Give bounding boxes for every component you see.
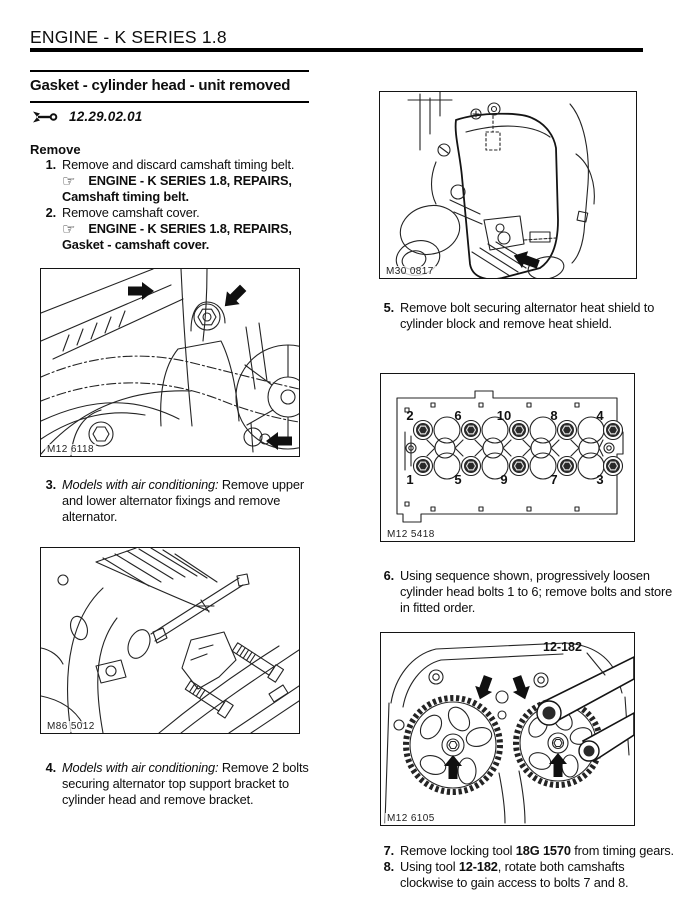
step-text	[62, 760, 326, 808]
tool-label: 12-182	[543, 640, 582, 654]
step-3-text: Remove upper and lower alternator fixings and remove alternator.	[62, 477, 304, 524]
step-2-text: Remove camshaft cover.	[62, 205, 200, 220]
step-1	[30, 157, 330, 205]
bolt-number-top-2: 6	[454, 408, 462, 423]
heat-shield-drawing	[380, 92, 636, 278]
bolt-number-bottom-3: 9	[500, 472, 508, 487]
step-6-text: Using sequence shown, progressively loosen cylinder head bolts 1 to 6; remove bolts and store in fitted order.	[400, 568, 673, 615]
figure-caption: M12 5418	[387, 529, 435, 540]
step-text	[62, 477, 326, 525]
step-4-condition: Models with air conditioning:	[62, 760, 219, 775]
step-1-reference: ENGINE - K SERIES 1.8, REPAIRS,	[88, 173, 292, 188]
step-8-text	[400, 859, 678, 891]
arrow-left-down	[471, 674, 496, 703]
bolt-upper	[231, 641, 284, 682]
figure-caption: M86 5012	[47, 721, 95, 732]
see-reference-icon: ☞	[62, 173, 76, 190]
step-8-text-before: Using tool	[400, 859, 459, 874]
step-7-text	[400, 843, 678, 859]
step-number: 2.	[45, 205, 56, 220]
step-7-text-after: from timing gears.	[570, 843, 674, 858]
step-1-reference-2: Camshaft timing belt.	[62, 189, 189, 204]
step-6	[368, 568, 674, 616]
bolt-number-top-1: 2	[406, 408, 414, 423]
figure-caption: M12 6105	[387, 813, 435, 824]
step-2-reference-2: Gasket - camshaft cover.	[62, 237, 210, 252]
bolt-number-top-5: 4	[596, 408, 604, 423]
remove-heading: Remove	[30, 142, 81, 157]
step-7-tool-number: 18G 1570	[515, 843, 571, 858]
figure-heat-shield	[379, 91, 637, 279]
step-4	[30, 760, 326, 808]
step-number: 6.	[383, 568, 394, 583]
figure-head-bolt-sequence	[380, 373, 635, 542]
step-2-reference: ENGINE - K SERIES 1.8, REPAIRS,	[88, 221, 292, 236]
figure-support-bracket	[40, 547, 300, 734]
header-rule	[30, 48, 643, 52]
step-5	[368, 300, 674, 332]
step-2	[30, 205, 330, 253]
step-8	[368, 859, 678, 891]
see-reference-icon: ☞	[62, 221, 76, 238]
operation-number: 12.29.02.01	[69, 109, 143, 124]
support-bracket-drawing	[41, 548, 299, 733]
steps-7-8	[368, 843, 678, 891]
page-header-title: ENGINE - K SERIES 1.8	[30, 27, 227, 47]
bolt-number-bottom-4: 7	[550, 472, 558, 487]
step-number: 7.	[383, 843, 394, 858]
step-5-text: Remove bolt securing alternator heat shield to cylinder block and remove heat shield.	[400, 300, 655, 331]
step-7	[368, 843, 678, 859]
bolt-number-top-4: 8	[550, 408, 558, 423]
figure-caption: M30 0817	[386, 266, 434, 277]
step-3-condition: Models with air conditioning:	[62, 477, 219, 492]
step-1-text: Remove and discard camshaft timing belt.	[62, 157, 295, 172]
bolt-number-bottom-1: 1	[406, 472, 414, 487]
step-6-block	[368, 568, 674, 616]
camshaft-gears-drawing	[381, 633, 634, 825]
step-4-block	[30, 760, 326, 808]
head-bolt-sequence-drawing	[381, 374, 634, 541]
step-4-text: Remove 2 bolts securing alternator top support bracket to cylinder head and remove bracket.	[62, 760, 309, 807]
step-3	[30, 477, 326, 525]
arrow-right-down	[508, 674, 533, 703]
step-number: 5.	[383, 300, 394, 315]
figure-caption: M12 6118	[47, 444, 94, 455]
figure-alternator-fixings	[40, 268, 300, 457]
step-8-tool-number: 12-182	[458, 859, 498, 874]
bolt-number-bottom-2: 5	[454, 472, 462, 487]
step-3-block	[30, 477, 326, 525]
step-5-block	[368, 300, 674, 332]
wrench-icon	[33, 111, 58, 123]
figure-camshaft-gears	[380, 632, 635, 826]
step-text	[62, 157, 330, 205]
bolt-number-bottom-5: 3	[596, 472, 604, 487]
step-number: 1.	[45, 157, 56, 172]
step-7-text-before: Remove locking tool	[400, 843, 516, 858]
alternator-fixings-drawing	[41, 269, 299, 456]
arrow-left-hub	[444, 755, 462, 779]
arrow-bolt	[218, 281, 249, 312]
operation-number-line	[33, 109, 143, 124]
bolt-number-top-3: 10	[496, 408, 512, 423]
step-number: 8.	[383, 859, 394, 874]
step-8-text-after: , rotate both camshafts clockwise to gain access to bolts 7 and 8.	[400, 859, 629, 890]
section-title: Gasket - cylinder head - unit removed	[30, 70, 309, 103]
step-number: 3.	[45, 477, 56, 492]
steps-1-2	[30, 157, 330, 253]
step-text	[62, 205, 330, 253]
step-number: 4.	[45, 760, 56, 775]
arrow-upper-fixing	[128, 282, 154, 300]
